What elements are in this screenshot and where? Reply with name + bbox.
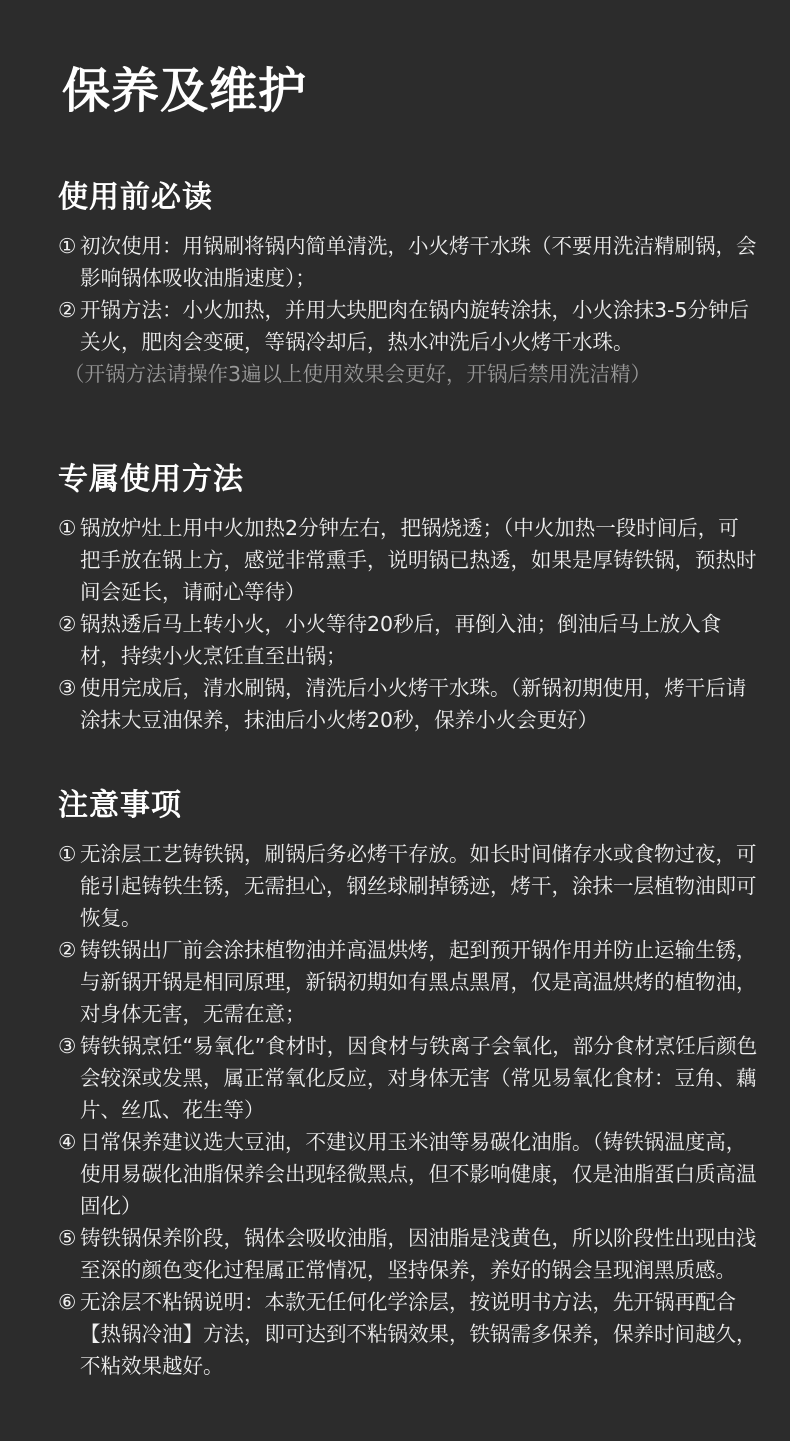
item-text: 铸铁锅保养阶段，锅体会吸收油脂，因油脂是浅黄色，所以阶段性出现由浅至深的颜色变化过程属正常情况，坚持保养，养好的锅会呈现润黑质感。 [80, 1226, 757, 1282]
list-item [58, 672, 758, 736]
list-item [58, 838, 758, 934]
item-text: 使用完成后，清水刷锅，清洗后小火烤干水珠。（新锅初期使用，烤干后请涂抹大豆油保养，抹油后小火烤20秒，保养小火会更好） [80, 676, 747, 732]
item-number: ① [58, 516, 77, 540]
item-number: ① [58, 234, 77, 258]
section-heading: 专属使用方法 [58, 462, 244, 497]
item-number: ② [58, 612, 77, 636]
item-number: ③ [58, 1034, 77, 1058]
list-item [58, 512, 758, 608]
item-text: 开锅方法：小火加热，并用大块肥肉在锅内旋转涂抹，小火涂抹3-5分钟后关火，肥肉会变硬，等锅冷却后，热水冲洗后小火烤干水珠。 [80, 298, 749, 354]
page-title: 保养及维护 [62, 63, 308, 119]
list-item [58, 1286, 758, 1382]
item-text: 锅热透后马上转小火，小火等待20秒后，再倒入油；倒油后马上放入食材，持续小火烹饪直至出锅； [80, 612, 722, 668]
list-item [58, 1222, 758, 1286]
section-heading: 使用前必读 [58, 180, 213, 215]
item-text: 铸铁锅出厂前会涂抹植物油并高温烘烤，起到预开锅作用并防止运输生锈，与新锅开锅是相同原理，新锅初期如有黑点黑屑，仅是高温烘烤的植物油，对身体无害，无需在意； [80, 938, 757, 1026]
list-item [58, 1030, 758, 1126]
list-item [58, 608, 758, 672]
section-note: （开锅方法请操作3遍以上使用效果会更好，开锅后禁用洗洁精） [64, 362, 652, 386]
item-text: 日常保养建议选大豆油，不建议用玉米油等易碳化油脂。（铸铁锅温度高，使用易碳化油脂保养会出现轻微黑点，但不影响健康，仅是油脂蛋白质高温固化） [80, 1130, 757, 1218]
item-number: ① [58, 842, 77, 866]
section-usage-method [58, 454, 758, 736]
list-item [58, 294, 758, 358]
item-text: 铸铁锅烹饪“易氧化”食材时，因食材与铁离子会氧化，部分食材烹饪后颜色会较深或发黑，属正常氧化反应，对身体无害（常见易氧化食材：豆角、藕片、丝瓜、花生等） [80, 1034, 758, 1122]
list-item [58, 1126, 758, 1222]
item-text: 无涂层不粘锅说明：本款无任何化学涂层，按说明书方法，先开锅再配合【热锅冷油】方法，即可达到不粘锅效果，铁锅需多保养，保养时间越久，不粘效果越好。 [80, 1290, 757, 1378]
list-item [58, 230, 758, 294]
item-number: ② [58, 938, 77, 962]
section-heading: 注意事项 [58, 788, 182, 823]
item-number: ③ [58, 676, 77, 700]
item-number: ⑤ [58, 1226, 77, 1250]
item-number: ⑥ [58, 1290, 77, 1314]
item-number: ④ [58, 1130, 77, 1154]
item-text: 初次使用：用锅刷将锅内简单清洗，小火烤干水珠（不要用洗洁精刷锅，会影响锅体吸收油脂速度）； [80, 234, 757, 290]
section-before-use [58, 172, 758, 390]
item-text: 锅放炉灶上用中火加热2分钟左右，把锅烧透；（中火加热一段时间后，可把手放在锅上方，感觉非常熏手，说明锅已热透，如果是厚铸铁锅，预热时间会延长，请耐心等待） [80, 516, 757, 604]
list-item [58, 934, 758, 1030]
item-number: ② [58, 298, 77, 322]
item-text: 无涂层工艺铸铁锅，刷锅后务必烤干存放。如长时间储存水或食物过夜，可能引起铸铁生锈，无需担心，钢丝球刷掉锈迹，烤干，涂抹一层植物油即可恢复。 [80, 842, 757, 930]
section-notes [58, 780, 758, 1382]
